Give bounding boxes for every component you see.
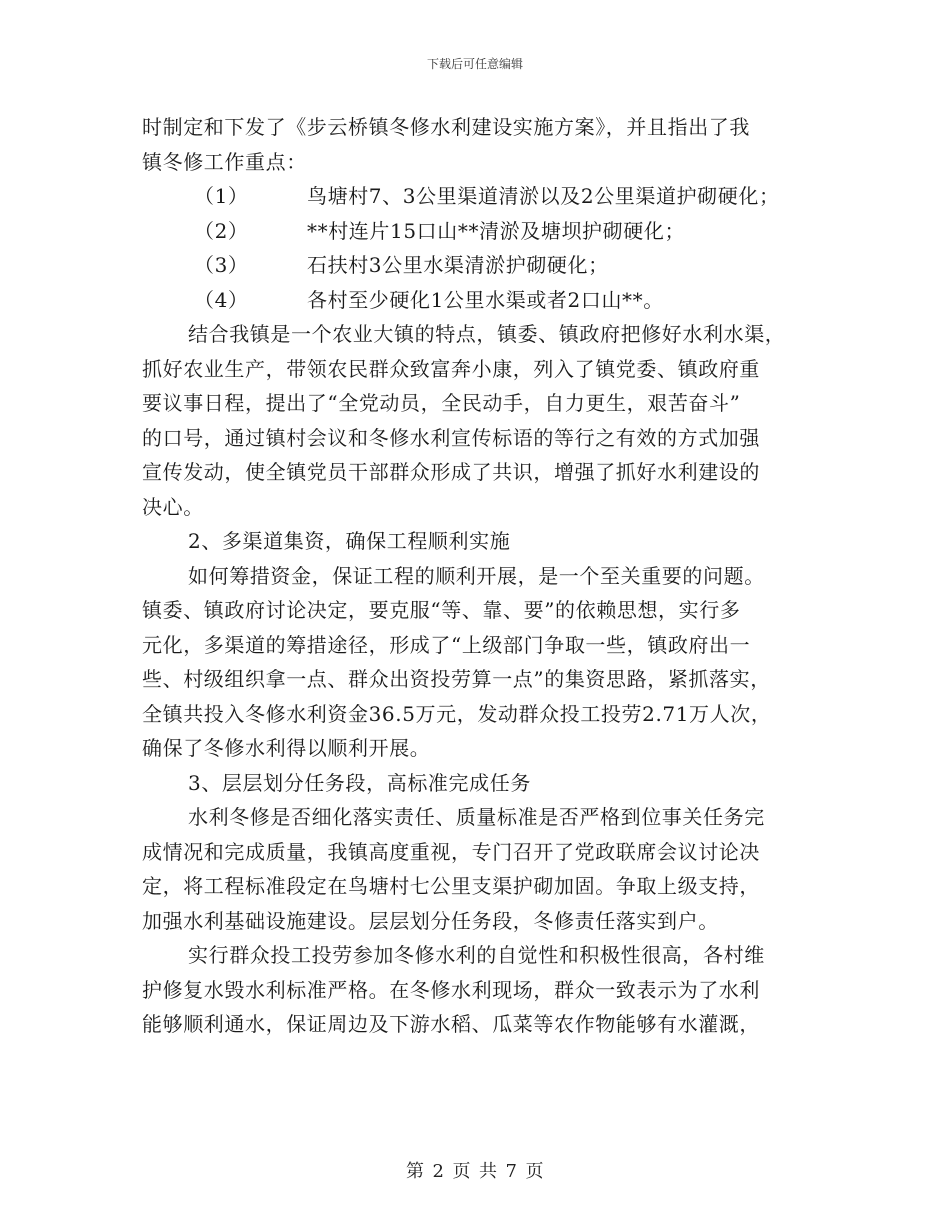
paragraph-line: 要议事日程，提出了“全党动员，全民动手，自力更生，艰苦奋斗” — [142, 391, 741, 415]
footer-total-label: 共 — [479, 1161, 498, 1182]
paragraph-line: 些、村级组织拿一点、群众出资投劳算一点”的集资思路，紧抓落实， — [142, 667, 771, 691]
paragraph-line: 加强水利基础设施建设。层层划分任务段，冬修责任落实到户。 — [142, 908, 719, 933]
paragraph-line: 全镇共投入冬修水利资金36.5万元，发动群众投工投劳2.71万人次， — [142, 701, 772, 726]
paragraph-line: 镇委、镇政府讨论决定，要克服“等、靠、要”的依赖思想，实行多 — [142, 598, 741, 622]
current-page-number: 2 — [432, 1161, 445, 1182]
list-item-number: （4） — [194, 287, 249, 312]
section-heading: 2、多渠道集资，确保工程顺利实施 — [188, 529, 511, 553]
paragraph-line: 元化，多渠道的筹措途径，形成了“上级部门争取一些，镇政府出一 — [142, 632, 751, 657]
page-footer — [0, 1157, 950, 1183]
list-item — [142, 214, 810, 249]
paragraph-line: 成情况和完成质量，我镇高度重视，专门召开了党政联席会议讨论决 — [142, 839, 760, 864]
paragraph-line: 抓好农业生产，带领农民群众致富奔小康，列入了镇党委、镇政府重 — [142, 356, 760, 381]
body-line: 镇冬修工作重点： — [142, 149, 307, 174]
list-item-number: （3） — [194, 253, 249, 277]
list-item-text: **村连片15口山**清淤及塘坝护砌硬化； — [307, 218, 686, 243]
footer-suffix: 页 — [525, 1161, 544, 1182]
list-item-text: 各村至少硬化1公里水渠或者2口山**。 — [307, 287, 664, 312]
paragraph-line: 定，将工程标准段定在鸟塘村七公里支渠护砌加固。争取上级支持， — [142, 874, 760, 898]
list-item — [142, 248, 810, 283]
paragraph-line: 护修复水毁水利标准严格。在冬修水利现场，群众一致表示为了水利 — [142, 977, 760, 1002]
list-item-number: （1） — [194, 184, 249, 208]
paragraph-line: 实行群众投工投劳参加冬修水利的自觉性和积极性很高，各村维 — [188, 943, 765, 967]
paragraph-line: 水利冬修是否细化落实责任、质量标准是否严格到位事关任务完 — [188, 805, 765, 829]
page-header-note: 下载后可任意编辑 — [426, 57, 523, 71]
paragraph-line: 如何筹措资金，保证工程的顺利开展，是一个至关重要的问题。 — [188, 563, 765, 588]
paragraph-line: 决心。 — [142, 494, 204, 519]
paragraph-line: 确保了冬修水利得以顺利开展。 — [142, 736, 431, 760]
list-item — [142, 283, 810, 318]
paragraph-line: 的口号，通过镇村会议和冬修水利宣传标语的等行之有效的方式加强 — [142, 425, 760, 450]
paragraph-line: 结合我镇是一个农业大镇的特点，镇委、镇政府把修好水利水渠， — [188, 322, 786, 346]
section-heading: 3、层层划分任务段，高标准完成任务 — [188, 770, 531, 795]
list-item — [142, 179, 810, 214]
footer-page-label: 页 — [452, 1161, 471, 1182]
list-item-number: （2） — [194, 218, 249, 243]
list-item-text: 石扶村3公里水渠清淤护砌硬化； — [307, 253, 609, 277]
total-page-count: 7 — [505, 1161, 518, 1182]
list-item-text: 鸟塘村7、3公里渠道清淤以及2公里渠道护砌硬化； — [307, 184, 780, 208]
footer-prefix: 第 — [406, 1161, 425, 1182]
document-body — [142, 110, 810, 1042]
body-line: 时制定和下发了《步云桥镇冬修水利建设实施方案》，并且指出了我 — [142, 115, 750, 139]
paragraph-line: 宣传发动，使全镇党员干部群众形成了共识，增强了抓好水利建设的 — [142, 460, 760, 484]
paragraph-line: 能够顺利通水，保证周边及下游水稻、瓜菜等农作物能够有水灌溉， — [142, 1012, 760, 1036]
